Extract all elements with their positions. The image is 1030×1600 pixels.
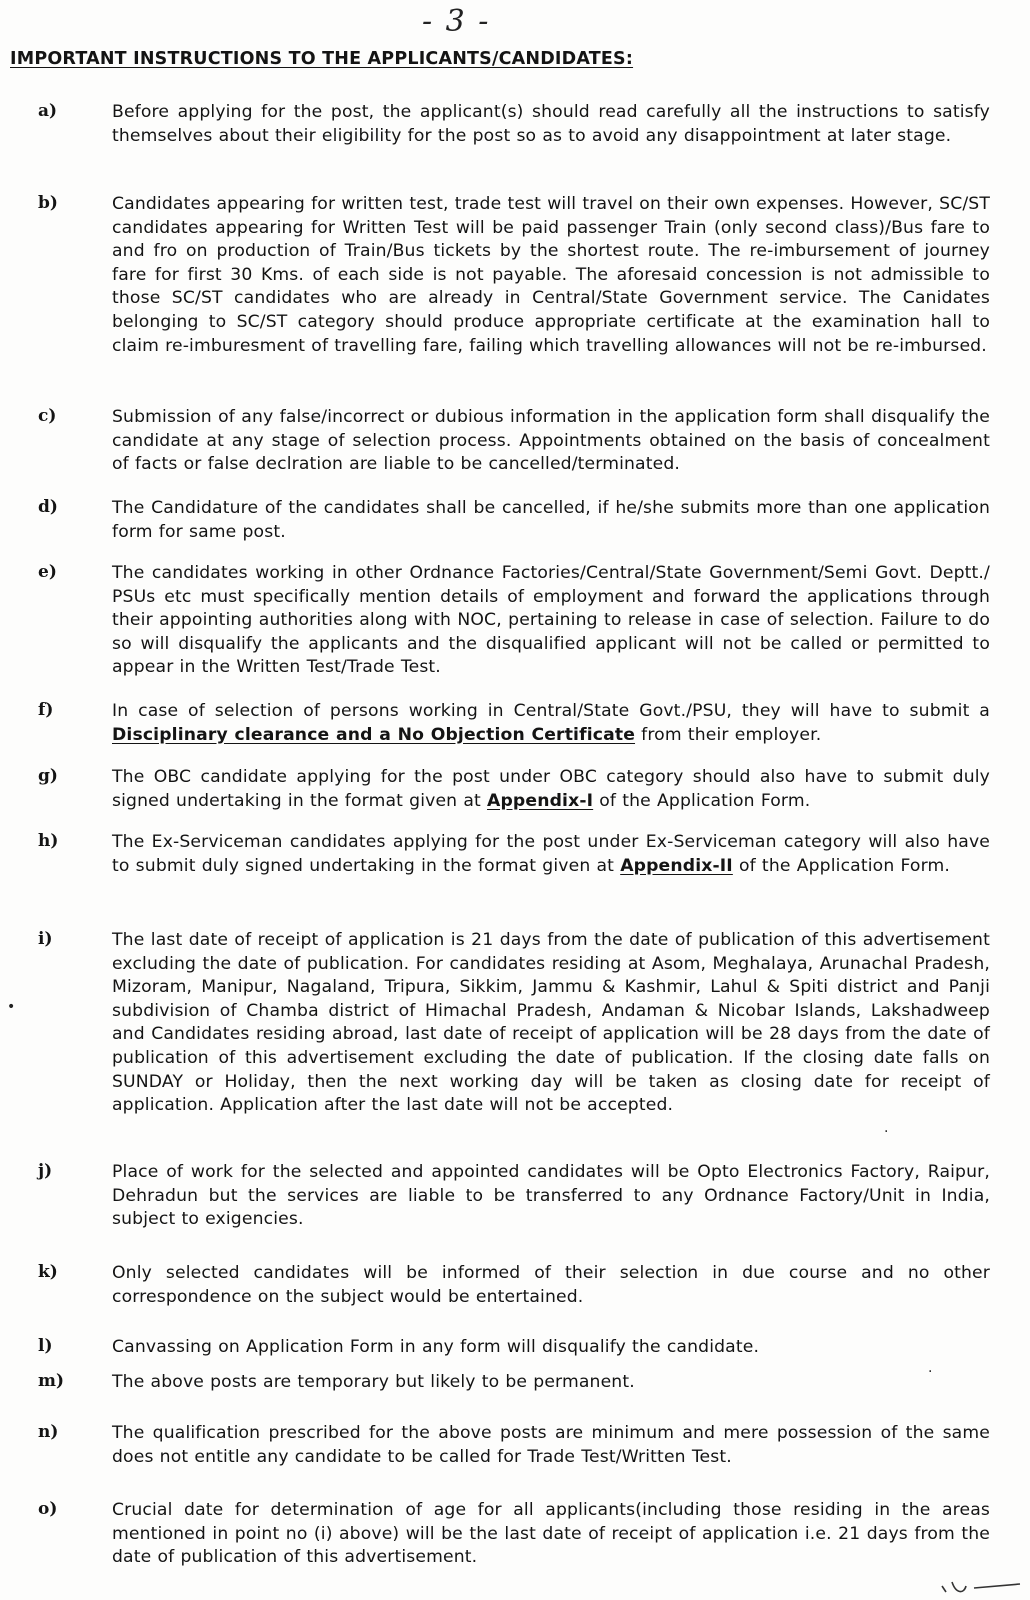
item-text: Submission of any false/incorrect or dubious information in the application form shall disqualify the candidate at any stage of selection process. Appointments obtained on the basis of concealment of facts or false declration are liable to be cancelled/terminated. xyxy=(112,407,990,475)
item-text: The above posts are temporary but likely to be permanent. xyxy=(112,1372,635,1392)
item-label: d) xyxy=(38,497,58,517)
item-label: c) xyxy=(38,406,57,426)
item-text: The last date of receipt of application is 21 days from the date of publication of this advertisement excluding the date of publication. For candidates residing at Asom, Meghalaya, Arunachal Pradesh, Mizoram, Manipur, Nagaland, Tripura, Sikkim, Jammu & Kashmir, Lahul & Spiti district and Panji subdivision of Chamba district of Himachal Pradesh, Andaman & Nicobar Islands, Lakshadweep and Candidates residing abroad, last date of receipt of application will be 28 days from the date of publication of this advertisement excluding the date of publication. If the closing date falls on SUNDAY or Holiday, then the next working day will be taken as closing date for receipt of application. Application after the last date will not be accepted. xyxy=(112,930,990,1116)
item-label: o) xyxy=(38,1499,58,1519)
item-text: Crucial date for determination of age for all applicants(including those residing in the areas mentioned in point no (i) above) will be the last date of receipt of application i.e. 21 days from the date of publication of this advertisement. xyxy=(112,1500,990,1568)
item-label: h) xyxy=(38,831,59,851)
item-text: Candidates appearing for written test, trade test will travel on their own expenses. However, SC/ST candidates appearing for Written Test will be paid passenger Train (only second class)/Bus fare to and fro on production of Train/Bus tickets by the shortest route. The re-imbursement of journey fare for first 30 Kms. of each side is not payable. The aforesaid concession is not admissible to those SC/ST candidates who are already in Central/State Government service. The Canidates belonging to SC/ST category should produce appropriate certificate at the examination hall to claim re-imburesment of travelling fare, failing which travelling allowances will not be re-imbursed. xyxy=(112,194,990,356)
item-text: Only selected candidates will be informed of their selection in due course and no other correspondence on the subject would be entertained. xyxy=(112,1263,990,1307)
emphasis-text: Appendix-I xyxy=(487,790,594,811)
item-text-part: The OBC candidate applying for the post under OBC category should also have to submit duly signed undertaking in the format given at xyxy=(112,767,990,811)
item-label: a) xyxy=(38,101,58,121)
item-text: Before applying for the post, the applicant(s) should read carefully all the instructions to satisfy themselves about their eligibility for the post so as to avoid any disappointment at later stage. xyxy=(112,102,990,146)
handwritten-mark-icon xyxy=(934,1568,1024,1598)
item-text xyxy=(112,766,990,813)
item-text: Place of work for the selected and appointed candidates will be Opto Electronics Factory, Raipur, Dehradun but the services are liable to be transferred to any Ordnance Factory/Unit in India, subject to exigencies. xyxy=(112,1162,990,1230)
item-text-part: The Ex-Serviceman candidates applying for the post under Ex-Serviceman category will also have to submit duly signed undertaking in the format given at xyxy=(112,832,990,876)
item-label: n) xyxy=(38,1422,59,1442)
emphasis-text: Disciplinary clearance and a No Objection Certificate xyxy=(112,724,636,745)
item-text: The Candidature of the candidates shall be cancelled, if he/she submits more than one application form for same post. xyxy=(112,498,990,542)
scan-speck: • xyxy=(7,999,16,1015)
item-label: b) xyxy=(38,193,58,213)
scan-speck: · xyxy=(928,1364,933,1380)
item-text-part: of the Application Form. xyxy=(732,855,951,876)
item-label: m) xyxy=(38,1371,65,1391)
item-text-part: from their employer. xyxy=(635,724,822,745)
item-text: The candidates working in other Ordnance Factories/Central/State Government/Semi Govt. Deptt./ PSUs etc must specifically mention details of employment and forward the applications through their appointing authorities along with NOC, pertaining to release in case of selection. Failure to do so will disqualify the applicants and the disqualified applicant will not be called or permitted to appear in the Written Test/Trade Test. xyxy=(112,563,990,678)
page-number: - 3 - xyxy=(422,4,491,39)
item-text: Canvassing on Application Form in any form will disqualify the candidate. xyxy=(112,1337,760,1357)
scan-speck: · xyxy=(884,1124,889,1140)
item-text-part: of the Application Form. xyxy=(593,790,811,811)
item-label: e) xyxy=(38,562,57,582)
item-text xyxy=(112,831,990,878)
item-label: k) xyxy=(38,1262,58,1282)
emphasis-text: Appendix-II xyxy=(620,855,733,876)
item-label: j) xyxy=(38,1161,53,1181)
item-label: i) xyxy=(38,929,53,949)
item-label: l) xyxy=(38,1336,53,1356)
item-label: f) xyxy=(38,700,54,720)
item-text-part: In case of selection of persons working in Central/State Govt./PSU, they will have to submit a xyxy=(112,701,990,721)
item-text xyxy=(112,700,990,747)
item-text: The qualification prescribed for the above posts are minimum and mere possession of the same does not entitle any candidate to be called for Trade Test/Written Test. xyxy=(112,1423,990,1467)
page-title: IMPORTANT INSTRUCTIONS TO THE APPLICANTS/CANDIDATES: xyxy=(10,49,634,69)
item-label: g) xyxy=(38,766,58,786)
